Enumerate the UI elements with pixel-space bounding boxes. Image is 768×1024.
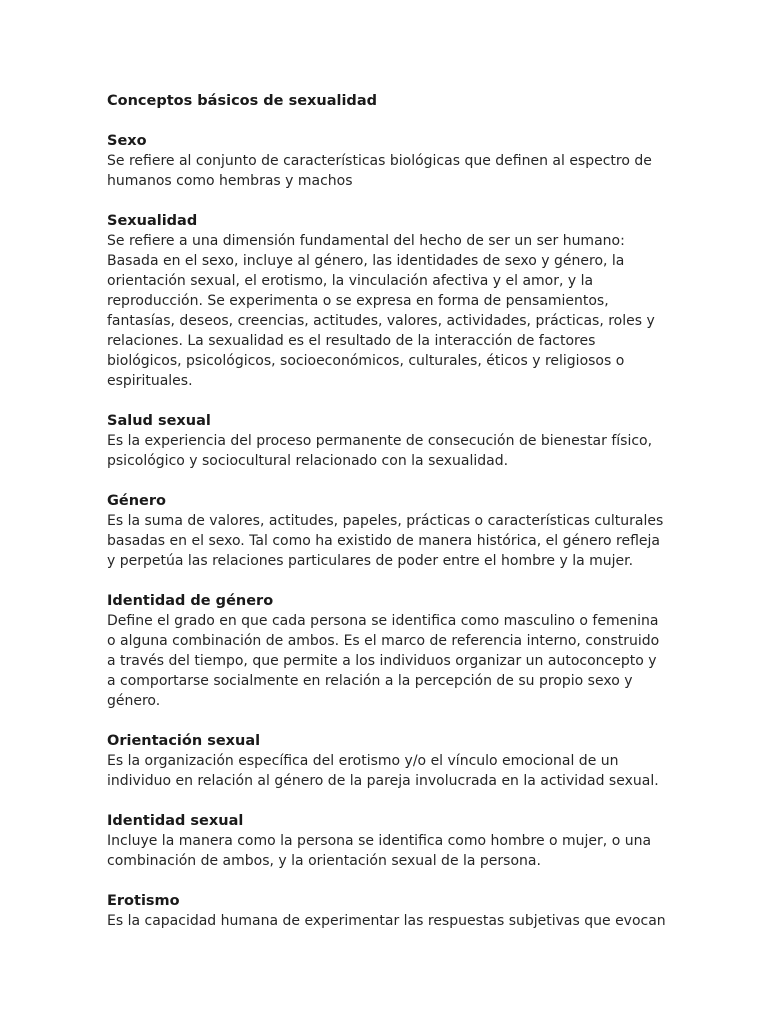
section bbox=[107, 131, 668, 191]
section bbox=[107, 811, 668, 871]
section-body bbox=[107, 431, 667, 471]
body-line: individuo en relación al género de la pareja involucrada en la actividad sexual. bbox=[107, 773, 659, 789]
sections-container bbox=[107, 131, 668, 931]
section-heading: Identidad sexual bbox=[107, 813, 244, 829]
body-line: orientación sexual, el erotismo, la vinculación afectiva y el amor, y la bbox=[107, 273, 594, 289]
section-heading: Erotismo bbox=[107, 893, 180, 909]
body-line: Basada en el sexo, incluye al género, las identidades de sexo y género, la bbox=[107, 253, 625, 269]
body-line: género. bbox=[107, 693, 161, 709]
body-line: y perpetúa las relaciones particulares de poder entre el hombre y la mujer. bbox=[107, 553, 634, 569]
section-heading: Orientación sexual bbox=[107, 733, 261, 749]
body-line: a través del tiempo, que permite a los individuos organizar un autoconcepto y bbox=[107, 653, 657, 669]
body-line: Es la experiencia del proceso permanente de consecución de bienestar físico, bbox=[107, 433, 653, 449]
section bbox=[107, 731, 668, 791]
section-body bbox=[107, 231, 667, 391]
body-line: Define el grado en que cada persona se identifica como masculino o femenina bbox=[107, 613, 659, 629]
body-line: Incluye la manera como la persona se identifica como hombre o mujer, o una bbox=[107, 833, 652, 849]
body-line: psicológico y sociocultural relacionado con la sexualidad. bbox=[107, 453, 509, 469]
body-line: reproducción. Se experimenta o se expresa en forma de pensamientos, bbox=[107, 293, 609, 309]
body-line: relaciones. La sexualidad es el resultado de la interacción de factores bbox=[107, 333, 596, 349]
section bbox=[107, 411, 668, 471]
section bbox=[107, 491, 668, 571]
body-line: a comportarse socialmente en relación a la percepción de su propio sexo y bbox=[107, 673, 633, 689]
section-heading: Salud sexual bbox=[107, 413, 211, 429]
body-line: Se refiere a una dimensión fundamental del hecho de ser un ser humano: bbox=[107, 233, 625, 249]
body-line: o alguna combinación de ambos. Es el marco de referencia interno, construido bbox=[107, 633, 660, 649]
section-body bbox=[107, 831, 667, 871]
section-body bbox=[107, 751, 667, 791]
body-line: biológicos, psicológicos, socioeconómicos, culturales, éticos y religiosos o bbox=[107, 353, 625, 369]
section-body bbox=[107, 611, 667, 711]
section-heading: Sexualidad bbox=[107, 213, 198, 229]
body-line: humanos como hembras y machos bbox=[107, 173, 353, 189]
body-line: espirituales. bbox=[107, 373, 193, 389]
section-body bbox=[107, 151, 667, 191]
body-line: Se refiere al conjunto de características biológicas que definen al espectro de bbox=[107, 153, 652, 169]
section bbox=[107, 591, 668, 711]
section bbox=[107, 891, 668, 931]
section bbox=[107, 211, 668, 391]
document-title: Conceptos básicos de sexualidad bbox=[107, 93, 377, 109]
body-line: Es la capacidad humana de experimentar las respuestas subjetivas que evocan bbox=[107, 913, 666, 929]
section-heading: Identidad de género bbox=[107, 593, 274, 609]
body-line: fantasías, deseos, creencias, actitudes, valores, actividades, prácticas, roles y bbox=[107, 313, 655, 329]
section-body bbox=[107, 511, 667, 571]
body-line: basadas en el sexo. Tal como ha existido de manera histórica, el género refleja bbox=[107, 533, 660, 549]
body-line: combinación de ambos, y la orientación sexual de la persona. bbox=[107, 853, 541, 869]
section-heading: Género bbox=[107, 493, 167, 509]
section-body bbox=[107, 911, 667, 931]
body-line: Es la organización específica del erotismo y/o el vínculo emocional de un bbox=[107, 753, 619, 769]
section-heading: Sexo bbox=[107, 133, 147, 149]
body-line: Es la suma de valores, actitudes, papeles, prácticas o características culturales bbox=[107, 513, 664, 529]
